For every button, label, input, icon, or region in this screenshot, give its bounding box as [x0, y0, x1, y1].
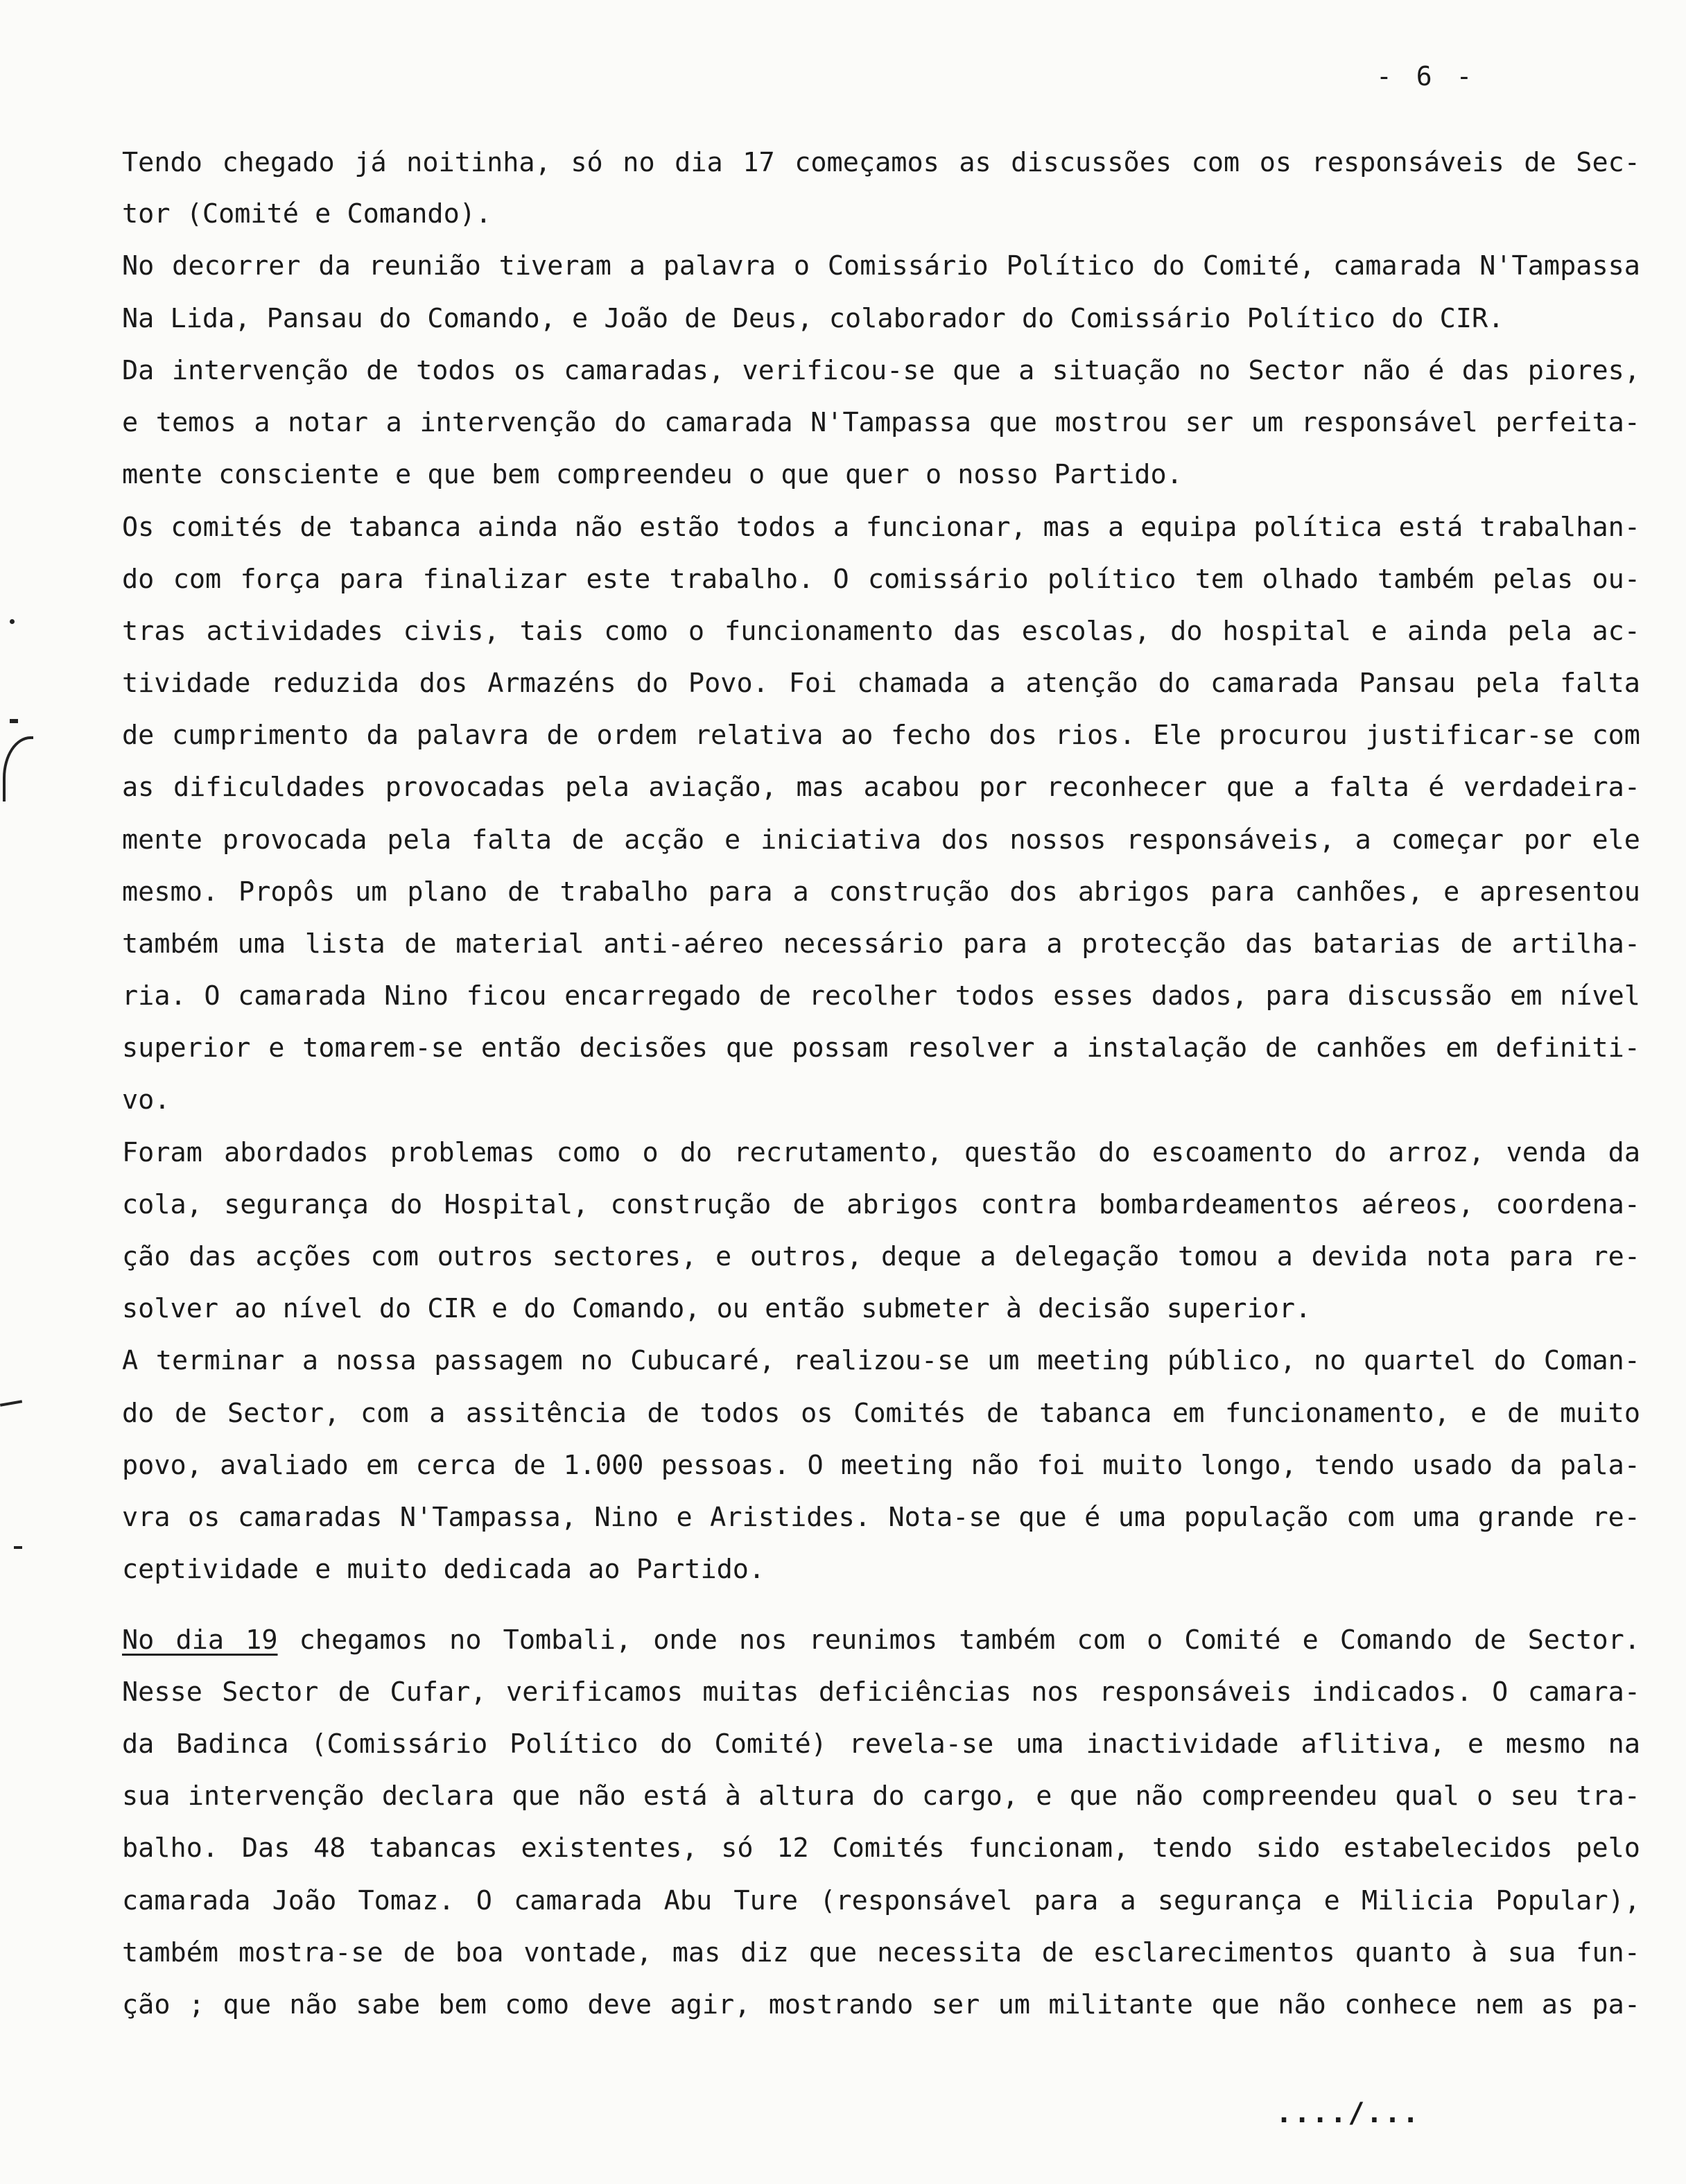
text-line: A terminar a nossa passagem no Cubucaré, realizou-se um meeting público, no quartel do Coman- [122, 1345, 1640, 1376]
text-line: Foram abordados problemas como o do recrutamento, questão do escoamento do arroz, venda da [122, 1137, 1640, 1168]
text-line: ria. O camarada Nino ficou encarregado de recolher todos esses dados, para discussão em nível [122, 980, 1640, 1012]
text-line: do com força para finalizar este trabalho. O comissário político tem olhado também pelas ou- [122, 564, 1640, 595]
text-line: mesmo. Propôs um plano de trabalho para a construção dos abrigos para canhões, e apresentou [122, 876, 1640, 908]
text-line: ceptividade e muito dedicada ao Partido. [122, 1554, 765, 1585]
text-line: Nesse Sector de Cufar, verificamos muitas deficiências nos responsáveis indicados. O camara- [122, 1676, 1640, 1708]
text-line: solver ao nível do CIR e do Comando, ou então submeter à decisão superior. [122, 1293, 1312, 1324]
text-line: mente consciente e que bem compreendeu o que quer o nosso Partido. [122, 459, 1183, 490]
text-line [122, 1620, 1640, 1661]
text-line: ção das acções com outros sectores, e outros, deque a delegação tomou a devida nota para re- [122, 1241, 1640, 1272]
text-line: povo, avaliado em cerca de 1.000 pessoas. O meeting não foi muito longo, tendo usado da pala- [122, 1450, 1640, 1481]
text-line: Os comités de tabanca ainda não estão todos a funcionar, mas a equipa política está trabalhan- [122, 512, 1640, 543]
margin-speck [10, 619, 15, 624]
text-line: vo. [122, 1084, 171, 1116]
text-line: também mostra-se de boa vontade, mas diz que necessita de esclarecimentos quanto à sua fun- [122, 1937, 1640, 1968]
text-line: também uma lista de material anti-aéreo necessário para a protecção das batarias de artilha- [122, 928, 1640, 960]
text-line: tor (Comité e Comando). [122, 198, 492, 229]
text-line: mente provocada pela falta de acção e iniciativa dos nossos responsáveis, a começar por ele [122, 824, 1640, 856]
page-number: - 6 - [1376, 61, 1477, 92]
text-line: camarada João Tomaz. O camarada Abu Ture (responsável para a segurança e Milicia Popular), [122, 1885, 1640, 1916]
text-line: cola, segurança do Hospital, construção de abrigos contra bombardeamentos aéreos, coordena- [122, 1189, 1640, 1220]
text-line: Na Lida, Pansau do Comando, e João de Deus, colaborador do Comissário Político do CIR. [122, 303, 1504, 334]
text-line: e temos a notar a intervenção do camarada N'Tampassa que mostrou ser um responsável perfeita- [122, 407, 1640, 438]
text-line: tividade reduzida dos Armazéns do Povo. Foi chamada a atenção do camarada Pansau pela falta [122, 668, 1640, 699]
text-line: vra os camaradas N'Tampassa, Nino e Aristides. Nota-se que é uma população com uma grande re- [122, 1502, 1640, 1533]
margin-speck [14, 1546, 22, 1549]
text-line: ção ; que não sabe bem como deve agir, mostrando ser um militante que não conhece nem as pa- [122, 1989, 1640, 2020]
text-line: tras actividades civis, tais como o funcionamento das escolas, do hospital e ainda pela ac- [122, 616, 1640, 647]
margin-pen-mark [3, 736, 33, 801]
text-line: as dificuldades provocadas pela aviação, mas acabou por reconhecer que a falta é verdadeira- [122, 772, 1640, 803]
margin-speck [10, 719, 18, 723]
text-line: sua intervenção declara que não está à altura do cargo, e que não compreendeu qual o seu tra- [122, 1780, 1640, 1812]
date-underlined: No dia 19 [122, 1624, 278, 1656]
text-line: No decorrer da reunião tiveram a palavra o Comissário Político do Comité, camarada N'Tampassa [122, 250, 1640, 281]
margin-pen-mark [0, 1400, 22, 1406]
text-line: da Badinca (Comissário Político do Comité) revela-se uma inactividade aflitiva, e mesmo na [122, 1728, 1640, 1760]
continuation-mark: ..../... [1276, 2097, 1420, 2129]
text-line: Tendo chegado já noitinha, só no dia 17 começamos as discussões com os responsáveis de Sec- [122, 147, 1640, 178]
text-line: balho. Das 48 tabancas existentes, só 12 Comités funcionam, tendo sido estabelecidos pelo [122, 1832, 1640, 1864]
text-line: superior e tomarem-se então decisões que possam resolver a instalação de canhões em definiti- [122, 1032, 1640, 1064]
text-line-rest: chegamos no Tombali, onde nos reunimos também com o Comité e Comando de Sector. [277, 1624, 1640, 1656]
text-line: de cumprimento da palavra de ordem relativa ao fecho dos rios. Ele procurou justificar-se com [122, 720, 1640, 751]
text-line: do de Sector, com a assitência de todos os Comités de tabanca em funcionamento, e de muito [122, 1398, 1640, 1429]
text-line: Da intervenção de todos os camaradas, verificou-se que a situação no Sector não é das piores, [122, 355, 1640, 386]
